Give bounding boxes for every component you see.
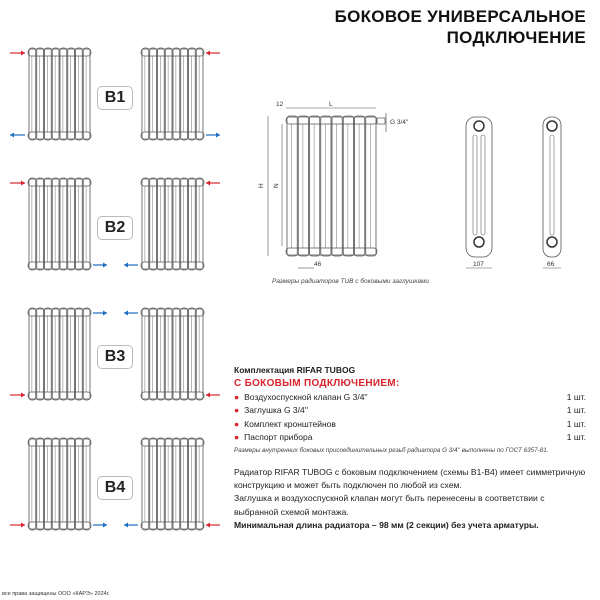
copyright-footer: все права защищены ООО «КАРЭ» 2024г. <box>2 591 110 597</box>
radiator-section <box>181 48 188 140</box>
arrow-head <box>206 181 210 186</box>
radiator-section <box>181 308 188 400</box>
scheme-label-b3: B3 <box>97 345 133 369</box>
radiator-section <box>181 438 188 530</box>
return-arrow-icon <box>124 311 138 316</box>
arrow-head <box>124 523 128 528</box>
arrow-head <box>206 523 210 528</box>
radiator-icon <box>28 48 91 140</box>
radiator-section <box>142 308 149 400</box>
bullet-icon: ● <box>234 392 240 403</box>
radiator-section <box>158 308 165 400</box>
radiator-icon <box>141 178 204 270</box>
arrow-head <box>103 263 107 268</box>
arrow-head <box>10 133 14 138</box>
supply-arrow-icon <box>206 523 220 528</box>
dim-length-label: L <box>329 101 333 108</box>
side-view-2col <box>543 117 561 257</box>
radiator-section <box>68 178 75 270</box>
radiator-section <box>68 438 75 530</box>
arrow-head <box>21 523 25 528</box>
radiator-section <box>332 116 342 256</box>
radiator-section <box>52 308 59 400</box>
radiator-section <box>60 308 67 400</box>
supply-arrow-icon <box>206 181 220 186</box>
arrow-head <box>21 181 25 186</box>
radiator-section <box>366 116 376 256</box>
radiator-section <box>83 438 90 530</box>
radiator-section <box>189 48 196 140</box>
radiator-section <box>76 178 83 270</box>
radiator-section <box>165 48 172 140</box>
radiator-section <box>37 308 44 400</box>
radiator-icon <box>28 178 91 270</box>
description-p1: Радиатор RIFAR TUBOG с боковым подключением (схемы B1-B4) имеет симметричную конструкцию и может быть подключен по любой из схем. <box>234 467 586 491</box>
kit-section <box>234 365 586 454</box>
radiator-section <box>150 308 157 400</box>
radiator-section <box>37 48 44 140</box>
dim-height-label: H <box>258 183 265 188</box>
return-arrow-icon <box>10 133 25 138</box>
radiator-section <box>196 48 203 140</box>
kit-item <box>234 432 586 442</box>
radiator-section <box>287 116 297 256</box>
supply-arrow-icon <box>206 393 220 398</box>
radiator-icon <box>28 308 91 400</box>
kit-item <box>234 419 586 429</box>
radiator-section <box>310 116 320 256</box>
radiator-section <box>29 48 36 140</box>
arrow-head <box>206 51 210 56</box>
radiator-section <box>60 178 67 270</box>
radiator-section <box>321 116 331 256</box>
radiator-section <box>76 308 83 400</box>
description-p2: Заглушка и воздухоспускной клапан могут быть перенесены в соответствии с выбранной схемой монтажа. <box>234 493 545 517</box>
radiator-section <box>165 178 172 270</box>
kit-item-name: Паспорт прибора <box>244 431 313 442</box>
title-line-1: БОКОВОЕ УНИВЕРСАЛЬНОЕ <box>334 7 586 26</box>
title-line-2: ПОДКЛЮЧЕНИЕ <box>446 28 586 47</box>
radiator-section <box>165 438 172 530</box>
dim-offset-label: 12 <box>276 101 284 108</box>
dim-depth-2col-label: 66 <box>547 261 555 268</box>
arrow-head <box>21 393 25 398</box>
radiator-section <box>355 116 365 256</box>
arrow-head <box>216 133 220 138</box>
supply-arrow-icon <box>10 523 25 528</box>
kit-item-qty: 1 шт. <box>566 392 586 403</box>
radiator-section <box>76 438 83 530</box>
kit-title: Комплектация RIFAR TUBOG <box>234 365 356 375</box>
radiator-section <box>173 308 180 400</box>
radiator-section <box>29 178 36 270</box>
kit-item-qty: 1 шт. <box>566 431 586 442</box>
kit-subtitle: С БОКОВЫМ ПОДКЛЮЧЕНИЕМ: <box>234 378 400 389</box>
arrow-head <box>206 393 210 398</box>
kit-item <box>234 392 586 402</box>
bullet-icon: ● <box>234 418 240 429</box>
radiator-section <box>165 308 172 400</box>
kit-item-qty: 1 шт. <box>566 418 586 429</box>
radiator-front-drawing <box>286 116 377 256</box>
radiator-section <box>52 438 59 530</box>
side-view-3col <box>466 117 492 257</box>
radiator-section <box>150 178 157 270</box>
radiator-section <box>76 48 83 140</box>
bullet-icon: ● <box>234 405 240 416</box>
radiator-section <box>83 178 90 270</box>
radiator-section <box>83 308 90 400</box>
radiator-section <box>68 308 75 400</box>
radiator-icon <box>28 438 91 530</box>
radiator-section <box>45 438 52 530</box>
radiator-section <box>45 308 52 400</box>
kit-item-qty: 1 шт. <box>566 405 586 416</box>
radiator-section <box>158 438 165 530</box>
radiator-section <box>189 178 196 270</box>
radiator-section <box>37 178 44 270</box>
radiator-section <box>142 48 149 140</box>
arrow-head <box>21 51 25 56</box>
dim-thread-label: G 3/4'' <box>390 119 409 126</box>
valve-fitting <box>377 118 385 124</box>
radiator-section <box>60 48 67 140</box>
arrow-head <box>103 523 107 528</box>
drawing-caption: Размеры радиаторов TUB с боковыми заглушками <box>272 278 430 285</box>
arrow-head <box>124 263 128 268</box>
radiator-icon <box>141 308 204 400</box>
connection-port-icon <box>547 237 557 247</box>
supply-arrow-icon <box>10 181 25 186</box>
dim-section-label: 46 <box>314 261 322 268</box>
connection-port-icon <box>474 121 484 131</box>
scheme-label-b2: B2 <box>97 216 133 240</box>
radiator-section <box>158 178 165 270</box>
radiator-section <box>52 178 59 270</box>
radiator-section <box>150 48 157 140</box>
description <box>234 466 586 532</box>
radiator-section <box>142 438 149 530</box>
connection-port-icon <box>474 237 484 247</box>
radiator-section <box>68 48 75 140</box>
radiator-section <box>83 48 90 140</box>
radiator-section <box>52 48 59 140</box>
kit-item-name: Заглушка G 3/4'' <box>244 405 308 416</box>
radiator-section <box>343 116 353 256</box>
return-arrow-icon <box>124 523 138 528</box>
return-arrow-icon <box>124 263 138 268</box>
radiator-section <box>142 178 149 270</box>
radiator-section <box>37 438 44 530</box>
supply-arrow-icon <box>10 51 25 56</box>
radiator-section <box>158 48 165 140</box>
connection-port-icon <box>547 121 557 131</box>
kit-item <box>234 405 586 415</box>
page-title <box>335 6 586 48</box>
return-arrow-icon <box>206 133 220 138</box>
radiator-section <box>196 178 203 270</box>
radiator-section <box>173 438 180 530</box>
return-arrow-icon <box>93 523 107 528</box>
scheme-label-b1: B1 <box>97 86 133 110</box>
kit-item-name: Комплект кронштейнов <box>244 418 336 429</box>
scheme-label-b4: B4 <box>97 476 133 500</box>
dim-axis-label: N <box>273 183 280 188</box>
return-arrow-icon <box>93 263 107 268</box>
radiator-section <box>60 438 67 530</box>
supply-arrow-icon <box>10 393 25 398</box>
radiator-section <box>173 178 180 270</box>
supply-arrow-icon <box>206 51 220 56</box>
radiator-section <box>45 178 52 270</box>
radiator-section <box>189 308 196 400</box>
radiator-section <box>29 438 36 530</box>
description-p3: Минимальная длина радиатора – 98 мм (2 секции) без учета арматуры. <box>234 519 539 530</box>
radiator-section <box>181 178 188 270</box>
radiator-section <box>298 116 308 256</box>
radiator-icon <box>141 48 204 140</box>
radiator-section <box>196 438 203 530</box>
radiator-icon <box>141 438 204 530</box>
radiator-section <box>150 438 157 530</box>
radiator-section <box>189 438 196 530</box>
return-arrow-icon <box>93 311 107 316</box>
kit-note: Размеры внутренних боковых присоединительных резьб радиатора G 3/4'' выполнены по ГОСТ 6357-81. <box>234 446 549 454</box>
radiator-section <box>173 48 180 140</box>
bullet-icon: ● <box>234 431 240 442</box>
radiator-section <box>45 48 52 140</box>
kit-item-name: Воздухоспускной клапан G 3/4'' <box>244 392 368 403</box>
radiator-section <box>29 308 36 400</box>
dim-depth-3col-label: 107 <box>473 261 484 268</box>
radiator-section <box>196 308 203 400</box>
arrow-head <box>103 311 107 316</box>
arrow-head <box>124 311 128 316</box>
